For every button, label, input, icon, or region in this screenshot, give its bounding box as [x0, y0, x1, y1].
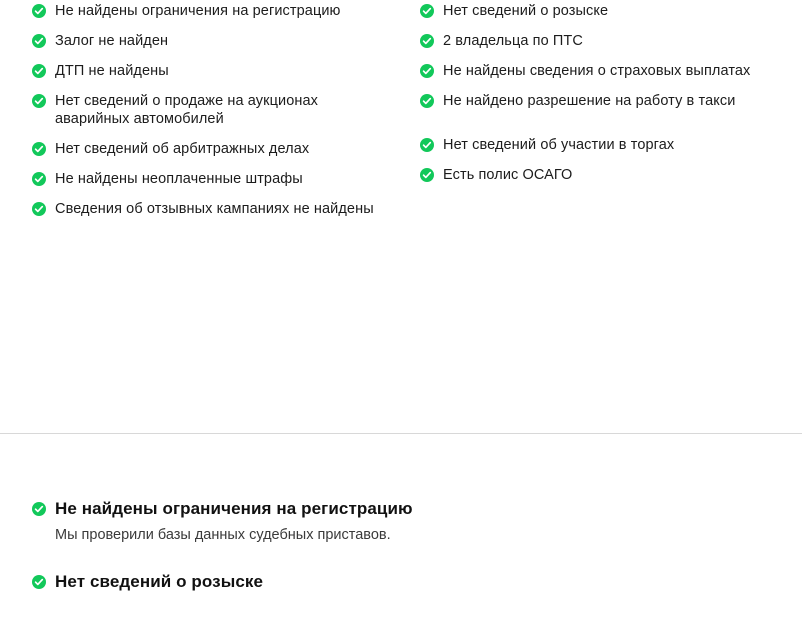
list-item: [420, 136, 802, 154]
check-circle-icon: [32, 94, 46, 108]
check-circle-icon: [32, 575, 46, 589]
summary-checklist: [0, 0, 802, 230]
list-item-label: Есть полис ОСАГО: [443, 167, 573, 183]
list-item: [32, 140, 418, 158]
list-item: [32, 32, 418, 50]
list-item-label: Нет сведений об арбитражных делах: [55, 141, 310, 157]
list-item: [32, 170, 418, 188]
list-item-label: Сведения об отзывных кампаниях не найдены: [55, 201, 374, 217]
list-item-label: Залог не найден: [55, 33, 169, 49]
check-circle-icon: [32, 142, 46, 156]
list-item-label: Нет сведений о продаже на аукционах аварийных автомобилей: [55, 93, 318, 127]
detail-heading: [32, 571, 802, 593]
check-circle-icon: [420, 34, 434, 48]
list-item: [420, 62, 802, 80]
detail-description: Мы проверили базы данных судебных приставов.: [55, 527, 391, 543]
check-circle-icon: [420, 138, 434, 152]
list-item-label: Не найдены сведения о страховых выплатах: [443, 63, 751, 79]
list-item: [32, 2, 418, 20]
detail-heading: [32, 498, 802, 520]
check-circle-icon: [420, 4, 434, 18]
check-circle-icon: [32, 502, 46, 516]
list-item-label: Не найдено разрешение на работу в такси: [443, 93, 736, 109]
list-item-label: Нет сведений об участии в торгах: [443, 137, 675, 153]
detail-block: [32, 498, 802, 545]
section-divider: [0, 433, 802, 434]
summary-column-left: [0, 2, 418, 230]
check-circle-icon: [32, 4, 46, 18]
list-item: [420, 92, 802, 110]
list-item: [32, 62, 418, 80]
list-item: [32, 92, 418, 128]
list-item-label: Нет сведений о розыске: [443, 3, 609, 19]
list-item-label: Не найдены ограничения на регистрацию: [55, 3, 341, 19]
list-item-label: 2 владельца по ПТС: [443, 33, 583, 49]
check-circle-icon: [32, 34, 46, 48]
detail-block: [32, 571, 802, 593]
details-section: [0, 498, 802, 619]
check-circle-icon: [32, 64, 46, 78]
check-circle-icon: [420, 94, 434, 108]
detail-title: Нет сведений о розыске: [55, 572, 264, 591]
list-item: [32, 200, 418, 218]
list-item: [420, 32, 802, 50]
summary-column-right: [418, 2, 802, 196]
list-item-label: ДТП не найдены: [55, 63, 169, 79]
list-item: [420, 166, 802, 184]
check-circle-icon: [420, 64, 434, 78]
check-circle-icon: [32, 202, 46, 216]
list-item-label: Не найдены неоплаченные штрафы: [55, 171, 303, 187]
list-item: [420, 2, 802, 20]
check-circle-icon: [32, 172, 46, 186]
detail-title: Не найдены ограничения на регистрацию: [55, 499, 413, 518]
check-circle-icon: [420, 168, 434, 182]
